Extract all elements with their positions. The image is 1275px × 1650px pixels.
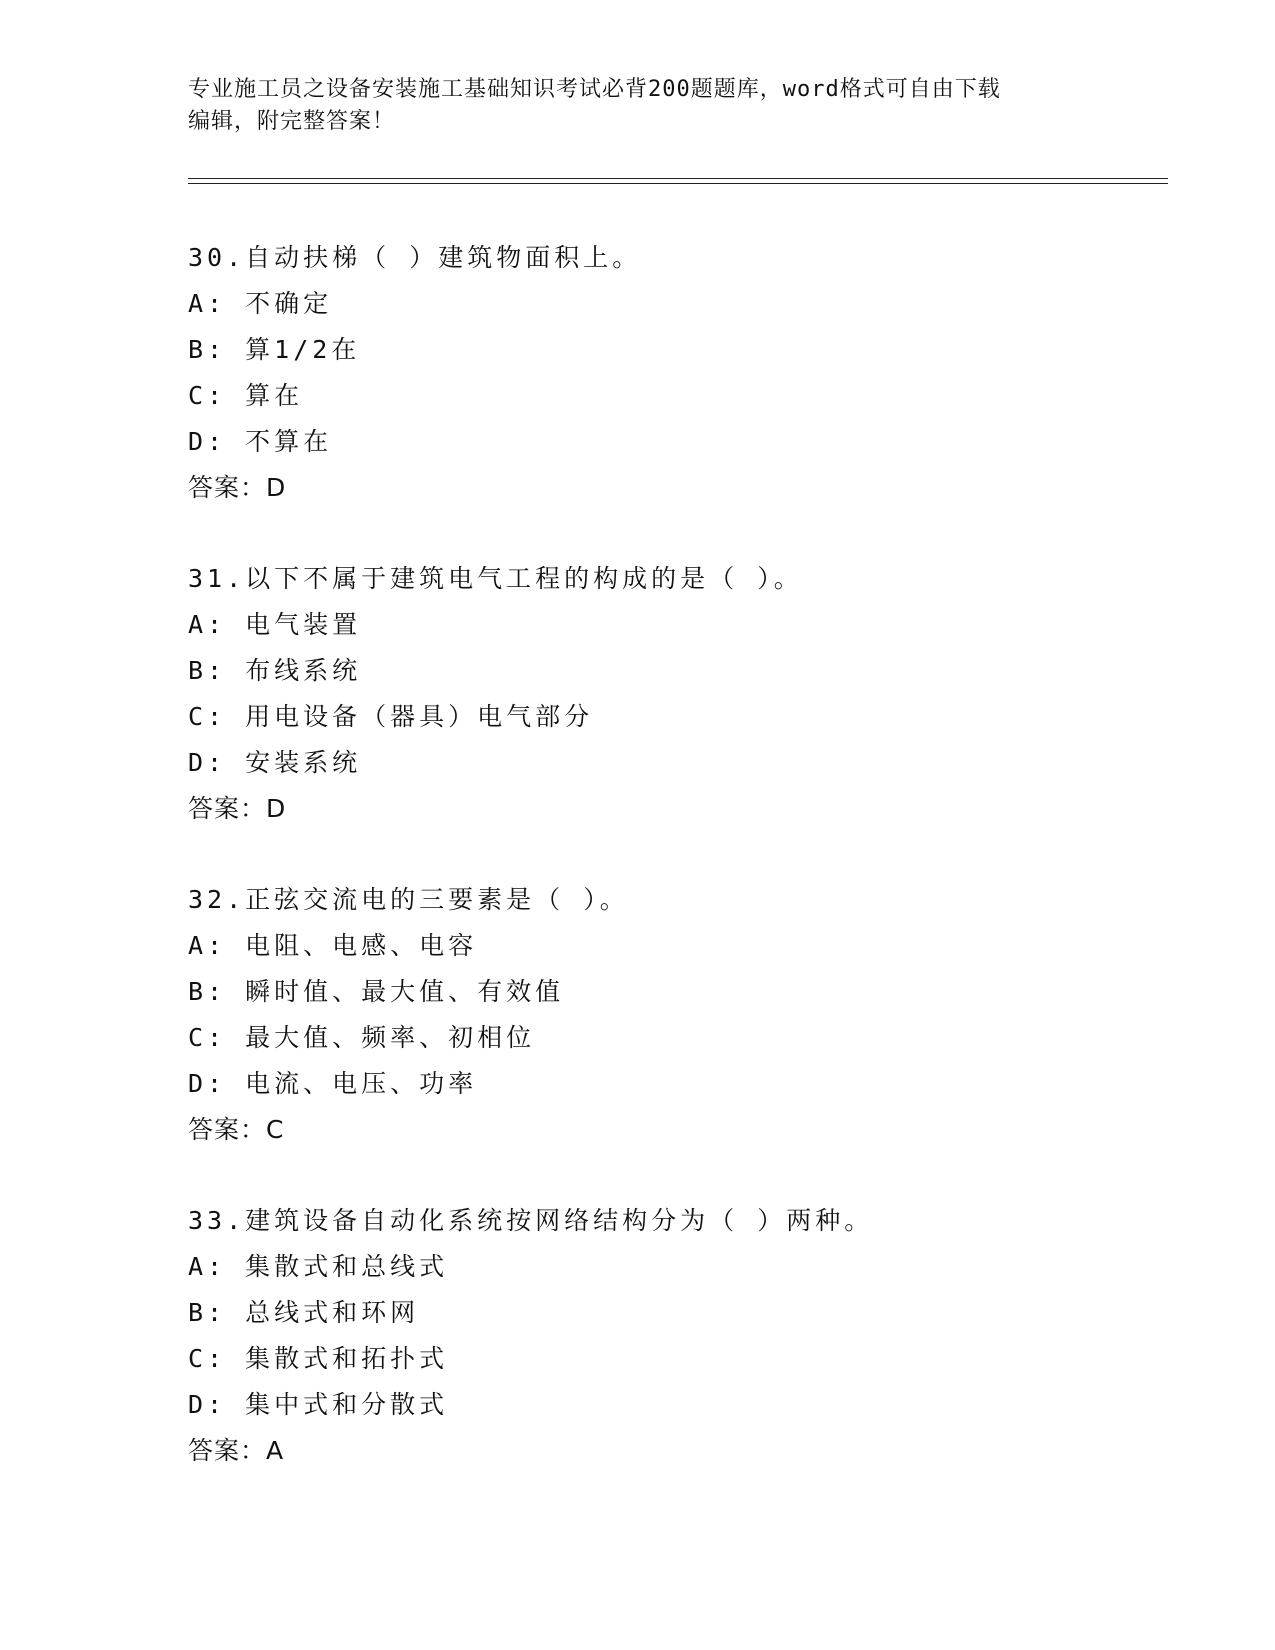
option-d: D: 不算在 [188,427,333,456]
question-title: 32.正弦交流电的三要素是（ ）。 [188,885,629,914]
option-c: C: 最大值、频率、初相位 [188,1023,536,1052]
option-b: B: 瞬时值、最大值、有效值 [188,977,565,1006]
option-b: B: 布线系统 [188,656,362,685]
question-32 [188,877,1188,1153]
question-title: 33.建筑设备自动化系统按网络结构分为（ ）两种。 [188,1206,874,1235]
answer: 答案：A [188,1436,285,1465]
question-30 [188,235,1188,511]
answer: 答案：D [188,473,287,502]
question-33 [188,1198,1188,1474]
option-a: A: 不确定 [188,289,333,318]
option-a: A: 电气装置 [188,610,362,639]
answer: 答案：D [188,794,287,823]
option-b: B: 总线式和环网 [188,1298,420,1327]
question-title: 30.自动扶梯（ ）建筑物面积上。 [188,243,642,272]
option-c: C: 用电设备（器具）电气部分 [188,702,594,731]
option-d: D: 集中式和分散式 [188,1390,449,1419]
option-d: D: 电流、电压、功率 [188,1069,478,1098]
question-title: 31.以下不属于建筑电气工程的构成的是（ ）。 [188,564,803,593]
header-line-2: 编辑，附完整答案！ [188,109,396,134]
option-c: C: 算在 [188,381,304,410]
option-a: A: 电阻、电感、电容 [188,931,478,960]
option-c: C: 集散式和拓扑式 [188,1344,449,1373]
header-line-1: 专业施工员之设备安装施工基础知识考试必背200题题库，word格式可自由下载 [188,77,1001,102]
option-b: B: 算1/2在 [188,335,361,364]
option-a: A: 集散式和总线式 [188,1252,449,1281]
document-header [188,74,1088,138]
question-31 [188,556,1188,832]
answer: 答案：C [188,1115,285,1144]
option-d: D: 安装系统 [188,748,362,777]
header-divider-bottom [188,183,1168,184]
header-divider-top [188,178,1168,179]
